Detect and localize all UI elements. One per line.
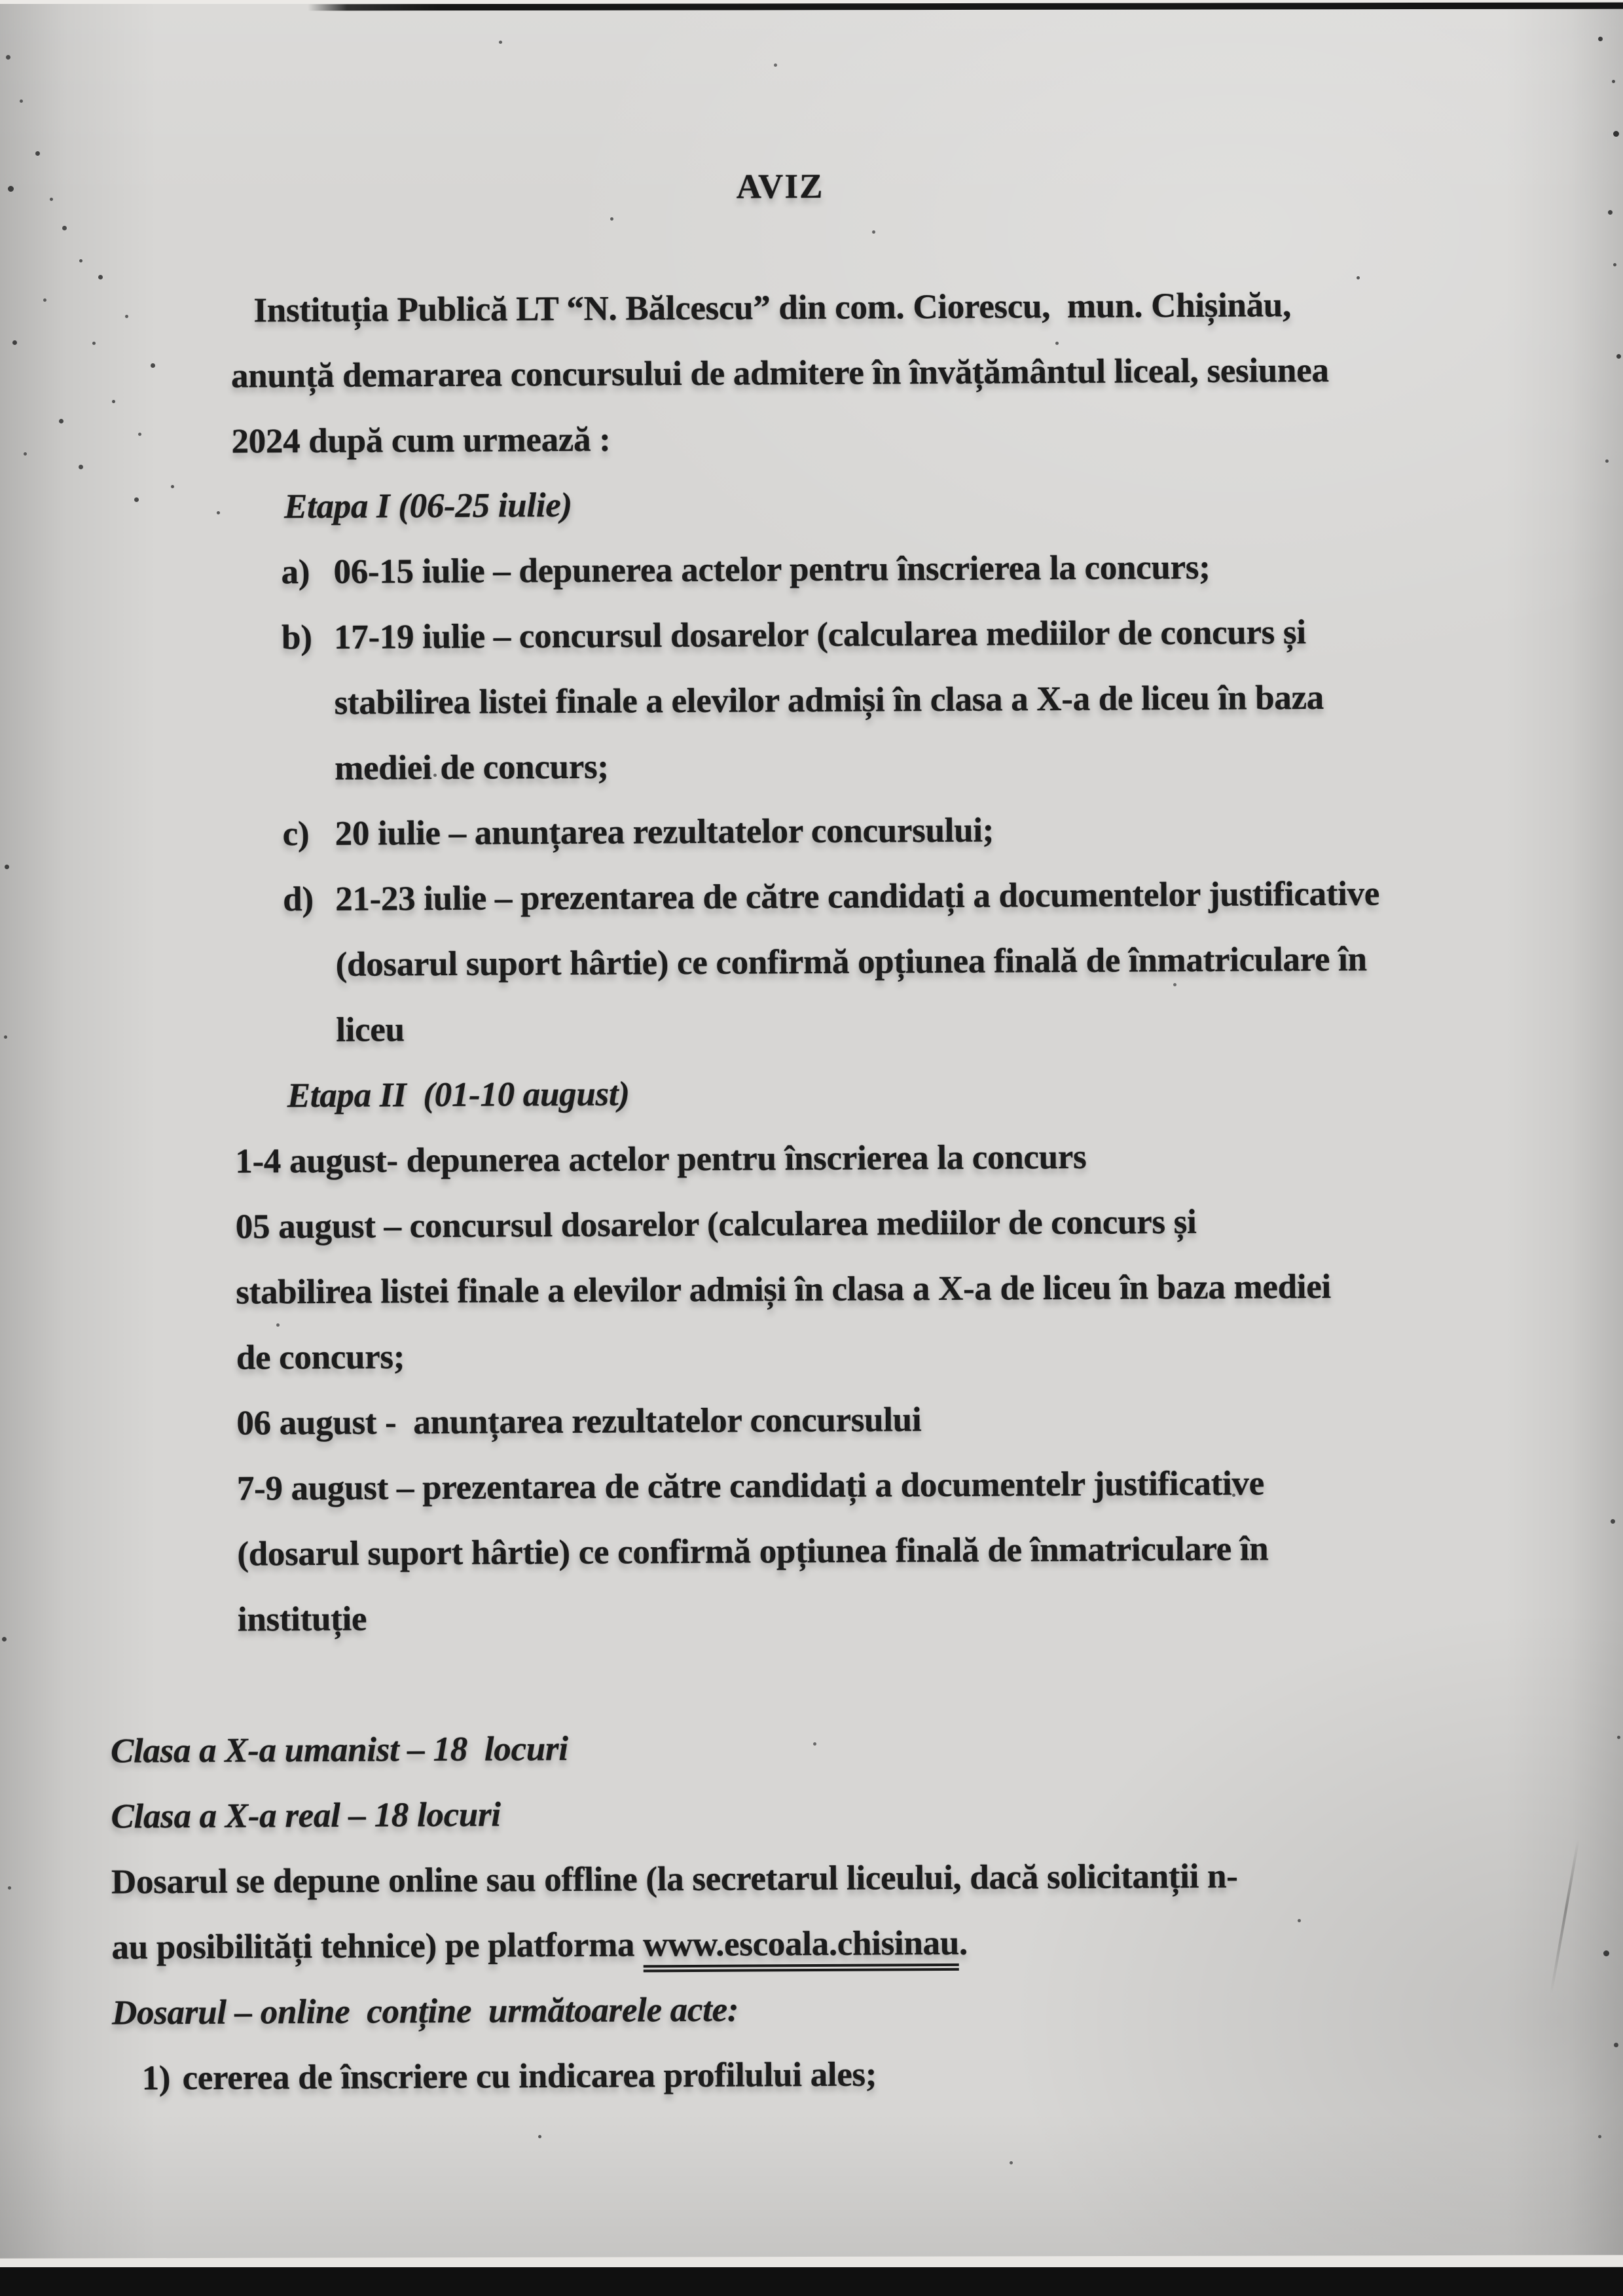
submission-line-1: Dosarul se depune online sau offline (la secretarul liceului, dacă solicitanții n- xyxy=(111,1857,1238,1901)
stage2-line-7: (dosarul suport hârtie) ce confirmă opțiunea finală de înmatriculare în xyxy=(237,1530,1269,1573)
stage1-item-c xyxy=(282,794,1623,867)
stage2-line-1: 1-4 august- depunerea actelor pentru înscrierea la concurs xyxy=(235,1138,1087,1181)
stage1-item-b-cont-1: stabilirea listei finale a elevilor admiși în clasa a X-a de liceu în baza xyxy=(334,678,1324,722)
submission-line-2-prefix: au posibilități tehnice) pe platforma xyxy=(111,1926,644,1967)
submission-line-2 xyxy=(111,1907,1623,1980)
stage2-line-8: instituție xyxy=(237,1600,367,1639)
stage1-item-d-cont-2: liceu xyxy=(336,1011,405,1049)
intro-line-3: 2024 după cum urmează : xyxy=(231,420,611,461)
stage2-heading: Etapa II (01-10 august) xyxy=(287,1075,630,1115)
stage2-line-4: de concurs; xyxy=(236,1338,405,1377)
online-item-1-text: cererea de înscriere cu indicarea profilului ales; xyxy=(182,2055,877,2098)
stage1-item-b xyxy=(282,598,1623,670)
stage1-item-d xyxy=(283,859,1623,932)
stage1-item-d-text: 21-23 iulie – prezentarea de către candidați a documentelor justificative xyxy=(335,874,1380,918)
list-marker-c: c) xyxy=(282,815,310,853)
capacity-real: Clasa a X-a real – 18 locuri xyxy=(111,1795,501,1836)
stage1-item-a-text: 06-15 iulie – depunerea actelor pentru înscrierea la concurs; xyxy=(333,548,1211,591)
online-item-1 xyxy=(141,2037,1623,2111)
capacity-humanist: Clasa a X-a umanist – 18 locuri xyxy=(110,1729,568,1770)
stage1-item-c-text: 20 iulie – anunțarea rezultatelor concursului; xyxy=(335,811,994,853)
list-marker-a: a) xyxy=(281,553,310,592)
intro-line-1: Instituția Publică LT “N. Bălcescu” din com. Ciorescu, mun. Chișinău, xyxy=(253,286,1292,330)
stage2-line-2: 05 august – concursul dosarelor (calcularea mediilor de concurs și xyxy=(235,1202,1197,1246)
online-item-1-marker: 1) xyxy=(141,2059,171,2098)
stage2-line-3: stabilirea listei finale a elevilor admiși în clasa a X-a de liceu în baza mediei xyxy=(236,1267,1332,1312)
list-marker-b: b) xyxy=(281,619,312,657)
photo-bottom-band xyxy=(0,2267,1623,2296)
stage1-item-b-cont-2: mediei de concurs; xyxy=(334,747,609,787)
document-title: AVIZ xyxy=(736,167,824,206)
stage1-item-a xyxy=(281,532,1623,605)
blank-line xyxy=(9,1645,1623,1719)
submission-line-2-suffix: . xyxy=(958,1924,968,1962)
stage2-line-6: 7-9 august – prezentarea de către candidați a documentelr justificative xyxy=(236,1464,1265,1508)
stage1-item-b-text: 17-19 iulie – concursul dosarelor (calcularea mediilor de concurs și xyxy=(333,613,1306,656)
list-marker-d: d) xyxy=(283,880,314,919)
stage1-heading: Etapa I (06-25 iulie) xyxy=(283,486,572,526)
online-dossier-heading: Dosarul – online conține următoarele acte: xyxy=(111,1990,739,2032)
platform-url-text: www.escoala.chisinau xyxy=(643,1924,959,1973)
stage2-line-5: 06 august - anunțarea rezultatelor concursului xyxy=(236,1401,922,1443)
stage1-item-d-cont-1: (dosarul suport hârtie) ce confirmă opțiunea finală de înmatriculare în xyxy=(335,940,1367,984)
intro-line-2: anunță demararea concursului de admitere în învățământul liceal, sesiunea xyxy=(230,351,1329,395)
